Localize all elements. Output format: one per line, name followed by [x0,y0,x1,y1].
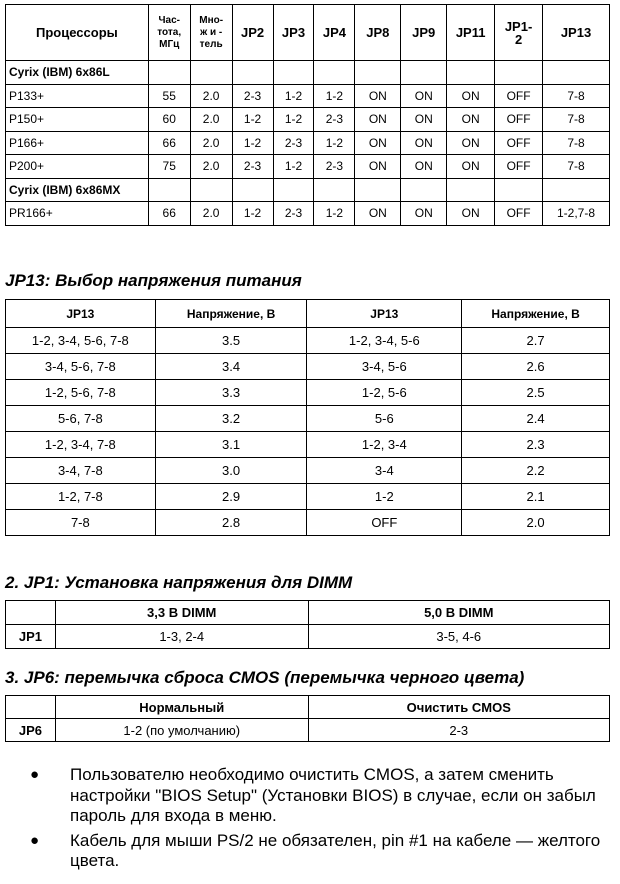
empty-cell [314,61,355,85]
table-row [6,328,610,354]
column-header: JP2 [232,5,273,61]
table-cell: ON [355,84,401,108]
table-row [6,458,610,484]
table-cell: ON [355,202,401,226]
note-item [0,765,615,827]
empty-cell [447,61,495,85]
processors-table-body [6,61,610,226]
column-header: 3,3 В DIMM [55,601,308,625]
table-cell: 2-3 [273,131,314,155]
table-cell: 7-8 [543,84,610,108]
table-header-row [6,601,610,625]
voltage-value: 2.1 [462,484,610,510]
table-row [6,484,610,510]
jumper-setting: 1-2, 5-6, 7-8 [6,380,156,406]
table-cell: ON [401,131,447,155]
table-cell: ON [447,84,495,108]
table-cell: 2.0 [190,155,232,179]
jumper-setting: 1-2 [307,484,462,510]
processors-table [5,4,610,226]
jumper-setting: 1-2, 3-4, 5-6, 7-8 [6,328,156,354]
group-row [6,61,610,85]
jumper-setting: 3-4 [307,458,462,484]
empty-cell [401,178,447,202]
voltage-value: 2.8 [155,510,307,536]
table-cell: 1-2,7-8 [543,202,610,226]
column-header: JP1- 2 [495,5,543,61]
voltage-value: 3.5 [155,328,307,354]
voltage-table-body [6,328,610,536]
empty-cell [314,178,355,202]
table-cell: ON [447,131,495,155]
processor-name: P150+ [6,108,149,132]
dimm-table [5,600,610,649]
empty-cell [495,61,543,85]
voltage-table [5,299,610,536]
dimm-section-title: 2. JP1: Установка напряжения для DIMM [5,573,353,592]
table-cell: 75 [148,155,190,179]
voltage-value: 3.4 [155,354,307,380]
table-cell: OFF [495,202,543,226]
table-cell: 2-3 [314,108,355,132]
table-row [6,380,610,406]
voltage-value: 2.3 [462,432,610,458]
jumper-setting: 7-8 [6,510,156,536]
empty-cell [190,178,232,202]
jumper-setting: 1-2, 7-8 [6,484,156,510]
table-cell: ON [401,202,447,226]
voltage-section-title: JP13: Выбор напряжения питания [5,271,302,290]
table-cell: ON [401,155,447,179]
table-cell: 2-3 [308,719,609,742]
table-cell: 2-3 [314,155,355,179]
bullet-icon: ● [30,766,40,783]
table-cell: 1-2 [314,131,355,155]
table-row [6,131,610,155]
table-row [6,510,610,536]
table-cell: 7-8 [543,155,610,179]
empty-cell [401,61,447,85]
table-cell: OFF [495,131,543,155]
table-row [6,108,610,132]
table-cell: 2-3 [273,202,314,226]
processor-name: P200+ [6,155,149,179]
table-cell: 1-2 [314,84,355,108]
empty-cell [148,178,190,202]
jumper-setting: 1-2, 3-4, 5-6 [307,328,462,354]
voltage-value: 3.3 [155,380,307,406]
column-header [6,696,56,719]
column-header: JP11 [447,5,495,61]
table-cell: 66 [148,131,190,155]
table-row [6,84,610,108]
jumper-setting: 3-4, 5-6 [307,354,462,380]
column-header: JP9 [401,5,447,61]
table-header-row [6,300,610,328]
table-cell: 66 [148,202,190,226]
table-cell: ON [401,108,447,132]
table-cell: OFF [495,84,543,108]
column-header: Нормальный [55,696,308,719]
table-cell: 1-2 [232,108,273,132]
table-cell: ON [447,108,495,132]
table-cell: 1-2 [232,202,273,226]
table-cell: OFF [495,155,543,179]
table-row [6,625,610,649]
table-cell: 1-2 [273,108,314,132]
table-cell: 2.0 [190,202,232,226]
cmos-section-title: 3. JP6: перемычка сброса CMOS (перемычка черного цвета) [5,668,525,687]
processor-name: P166+ [6,131,149,155]
column-header: JP13 [6,300,156,328]
empty-cell [232,61,273,85]
processor-name: P133+ [6,84,149,108]
voltage-value: 2.4 [462,406,610,432]
table-cell: 1-2 (по умолчанию) [55,719,308,742]
column-header: Напряжение, В [155,300,307,328]
table-cell: OFF [495,108,543,132]
voltage-value: 2.0 [462,510,610,536]
empty-cell [190,61,232,85]
voltage-value: 2.6 [462,354,610,380]
column-header: Очистить CMOS [308,696,609,719]
notes-list [0,765,615,876]
table-row [6,406,610,432]
jumper-setting: 5-6 [307,406,462,432]
column-header: JP13 [543,5,610,61]
voltage-value: 3.0 [155,458,307,484]
voltage-value: 3.2 [155,406,307,432]
table-cell: 55 [148,84,190,108]
table-header-row [6,5,610,61]
table-row [6,719,610,742]
jumper-setting: 3-4, 7-8 [6,458,156,484]
table-row [6,354,610,380]
column-header: Мно- ж и - тель [190,5,232,61]
table-cell: ON [447,202,495,226]
voltage-value: 2.2 [462,458,610,484]
voltage-value: 2.7 [462,328,610,354]
jumper-setting: 1-2, 5-6 [307,380,462,406]
empty-cell [273,178,314,202]
empty-cell [447,178,495,202]
table-cell: ON [355,131,401,155]
column-header: Процессоры [6,5,149,61]
note-text: Пользователю необходимо очистить CMOS, а затем сменить настройки "BIOS Setup" (Установки BIOS) в случае, если он забыл пароль для входа в меню. [70,765,596,825]
table-cell: ON [401,84,447,108]
empty-cell [543,178,610,202]
group-name: Cyrix (IBM) 6x86L [6,61,149,85]
jumper-setting: 3-4, 5-6, 7-8 [6,354,156,380]
column-header: 5,0 В DIMM [308,601,610,625]
empty-cell [355,61,401,85]
table-row [6,155,610,179]
processor-name: PR166+ [6,202,149,226]
jumper-setting: 1-2, 3-4, 7-8 [6,432,156,458]
table-cell: 1-3, 2-4 [55,625,308,649]
jumper-setting: 1-2, 3-4 [307,432,462,458]
table-cell: ON [355,155,401,179]
table-cell: ON [355,108,401,132]
jumper-setting: OFF [307,510,462,536]
table-cell: 7-8 [543,131,610,155]
table-cell: ON [447,155,495,179]
table-cell: 1-2 [273,84,314,108]
empty-cell [355,178,401,202]
table-cell: 1-2 [314,202,355,226]
empty-cell [543,61,610,85]
note-item [0,831,615,872]
voltage-value: 2.9 [155,484,307,510]
table-cell: 7-8 [543,108,610,132]
table-header-row [6,696,610,719]
column-header: Напряжение, В [462,300,610,328]
empty-cell [148,61,190,85]
jumper-setting: 5-6, 7-8 [6,406,156,432]
table-cell: 1-2 [232,131,273,155]
table-cell: 2.0 [190,84,232,108]
table-cell: 2-3 [232,155,273,179]
empty-cell [232,178,273,202]
table-cell: 2.0 [190,108,232,132]
column-header [6,601,56,625]
row-label: JP1 [6,625,56,649]
group-name: Cyrix (IBM) 6x86MX [6,178,149,202]
table-cell: 2.0 [190,131,232,155]
column-header: Час- тота, МГц [148,5,190,61]
cmos-table [5,695,610,742]
voltage-value: 2.5 [462,380,610,406]
group-row [6,178,610,202]
bullet-icon: ● [30,831,40,849]
column-header: JP13 [307,300,462,328]
empty-cell [495,178,543,202]
row-label: JP6 [6,719,56,742]
table-cell: 2-3 [232,84,273,108]
column-header: JP3 [273,5,314,61]
table-cell: 60 [148,108,190,132]
table-row [6,432,610,458]
column-header: JP4 [314,5,355,61]
column-header: JP8 [355,5,401,61]
voltage-value: 3.1 [155,432,307,458]
note-text: Кабель для мыши PS/2 не обязателен, pin #1 на кабеле — желтого цвета. [70,830,601,870]
table-row [6,202,610,226]
table-cell: 1-2 [273,155,314,179]
empty-cell [273,61,314,85]
table-cell: 3-5, 4-6 [308,625,610,649]
